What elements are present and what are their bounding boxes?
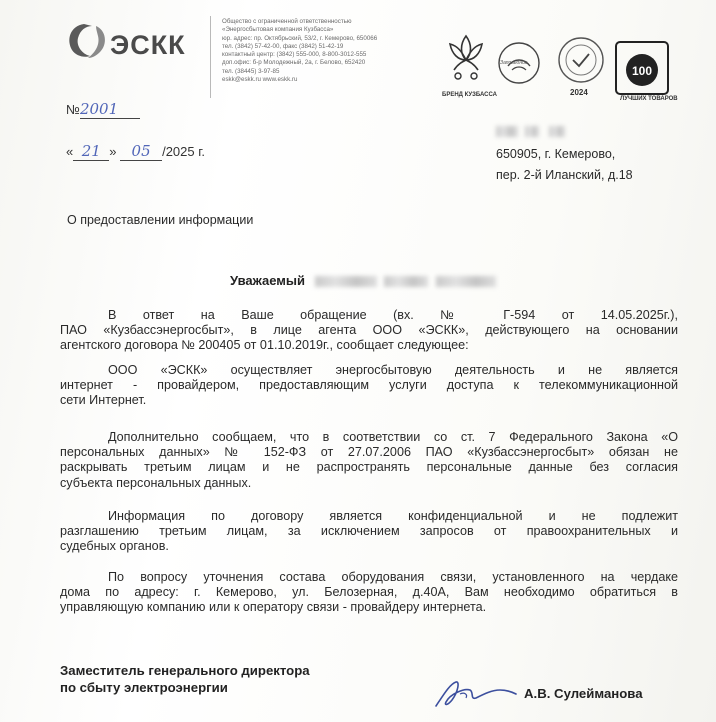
body-line: сети Интернет. [60, 393, 147, 408]
body-line: дома по адресу: г. Кемерово, ул. Белозерная, д.40А, Вам необходимо обратиться в [60, 585, 678, 600]
body-paragraph-1 [60, 308, 678, 354]
quality-seal-icon [555, 34, 607, 94]
body-line: ПАО «Кузбассэнергосбыт», в лице агента ООО «ЭСКК», действующего на основании [60, 323, 678, 338]
addressee-address-line2: пер. 2-й Иланский, д.18 [496, 168, 633, 182]
contact-line: контактный центр: (3842) 555-000, 8-800-3012-555 [222, 51, 367, 59]
body-paragraph-4 [60, 509, 678, 555]
outgoing-number [66, 100, 140, 119]
body-line: разглашению третьим лицам, за исключением запросов от правоохранительных и [60, 524, 678, 539]
contact-line: юр. адрес: пр. Октябрьский, 53/2, г. Кемерово, 650066 [222, 34, 378, 42]
body-paragraph-2 [60, 363, 678, 409]
body-line: персональных данных» № 152-ФЗ от 27.07.2006 ПАО «Кузбассэнергосбыт» обязан не [60, 445, 678, 460]
body-line: управляющую компанию или к оператору связи - провайдеру интернета. [60, 600, 487, 615]
date-year: /2025 г. [162, 144, 205, 159]
handwritten-signature-icon [430, 672, 520, 712]
contact-line: eskk@eskk.ru www.eskk.ru [222, 76, 298, 84]
salutation [230, 273, 496, 288]
quality-seal-year: 2024 [570, 88, 588, 97]
signatory-name: А.В. Сулейманова [524, 686, 643, 701]
body-line: ООО «ЭСКК» осуществляет энергосбытовую деятельность и не является [108, 363, 678, 377]
contact-line: Общество с ограниченной ответственностью [222, 18, 352, 25]
signatory-title-line1: Заместитель генерального директора [60, 663, 310, 678]
contact-line: «Энергосбытовая компания Кузбасса» [222, 26, 334, 34]
body-line: раскрывать третьим лицам и не распространять персональные данные без согласия [60, 460, 678, 475]
body-paragraph-5 [60, 570, 678, 616]
letter-subject: О предоставлении информации [67, 213, 254, 227]
best-100-goods-icon [614, 40, 670, 96]
recipient-name-redacted [315, 276, 377, 287]
addressee-name-redacted [496, 124, 565, 138]
date-day-handwritten: 21 [81, 142, 101, 160]
contact-line: тел. (38445) 3-97-85 [222, 67, 280, 75]
brand-kuzbass-label: БРЕНД КУЗБАССА [442, 92, 498, 98]
outgoing-date: « 21 » 05 /2025 г. [66, 142, 205, 160]
signatory-title-line2: по сбыту электроэнергии [60, 680, 228, 695]
contact-line: тел. (3842) 57-42-00, факс (3842) 51-42-19 [222, 42, 344, 50]
number-handwritten: 2001 [79, 100, 119, 118]
body-line: По вопросу уточнения состава оборудования связи, установленного на чердаке [108, 570, 678, 584]
body-line: интернет - провайдером, предоставляющим услуги доступа к телекоммуникационной [60, 378, 678, 393]
body-line: субъекта персональных данных. [60, 475, 252, 490]
number-prefix: № [66, 102, 80, 117]
best-100-goods-label: ЛУЧШИХ ТОВАРОВ [620, 96, 678, 102]
body-line: судебных органов. [60, 539, 169, 554]
signatory-title [60, 662, 310, 696]
reserve-label: Заповедник [500, 60, 528, 66]
contact-line: доп.офис: б-р Молодежный, 2а, г. Белово, 652420 [222, 59, 366, 67]
svg-text:100: 100 [631, 64, 653, 78]
body-line: агентского договора № 200405 от 01.10.2019г., сообщает следующее: [60, 338, 469, 353]
letterhead-divider [210, 16, 211, 98]
body-paragraph-3 [60, 430, 678, 491]
body-line: Дополнительно сообщаем, что в соответствии со ст. 7 Федерального Закона «О [108, 430, 678, 444]
addressee-address-line1: 650905, г. Кемерово, [496, 147, 616, 161]
brand-kuzbass-icon [440, 30, 492, 86]
body-line: Информация по договору является конфиденциальной и не подлежит [108, 509, 678, 523]
company-contacts [222, 18, 432, 84]
salutation-word: Уважаемый [230, 273, 306, 288]
body-line: В ответ на Ваше обращение (вх. № Г-594 от 14.05.2025г.), [108, 308, 678, 322]
date-month-handwritten: 05 [131, 142, 151, 160]
company-name-logo: ЭСКК [110, 30, 186, 60]
